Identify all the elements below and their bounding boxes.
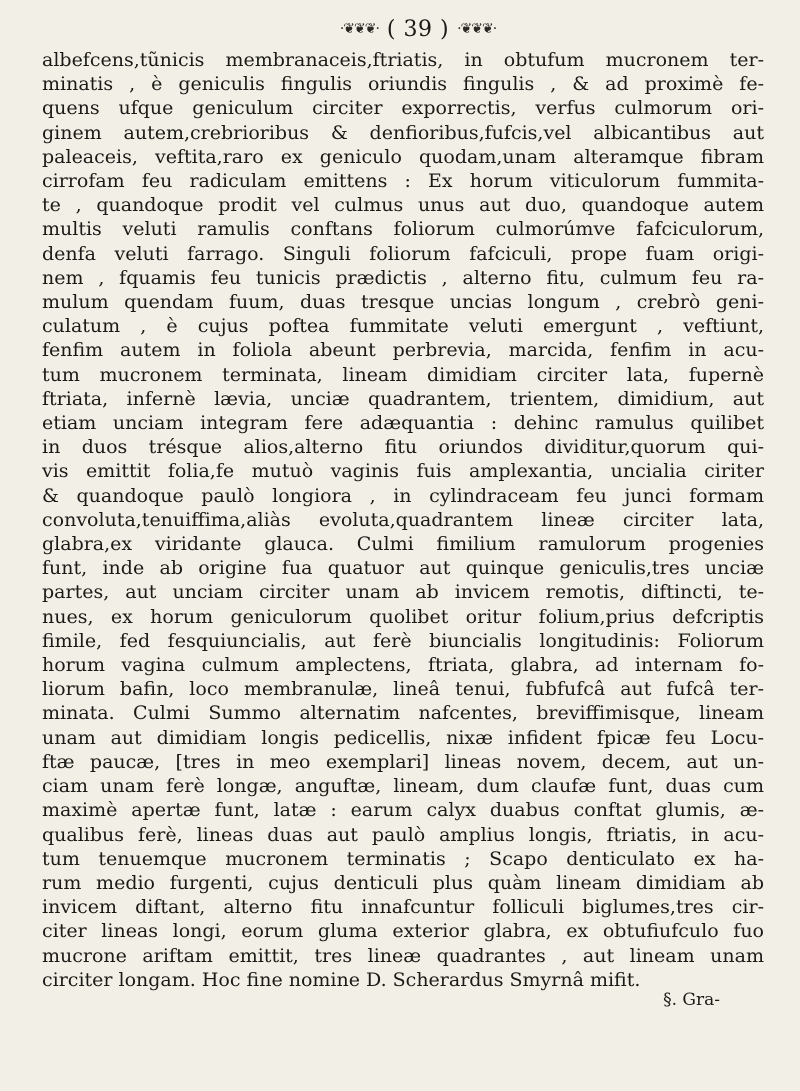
text-line: vis emittit folia,fe mutuò vaginis fuis amplexantia, uncialia ciriter xyxy=(42,460,764,483)
text-line: horum vagina culmum amplectens, ftriata, glabra, ad internam fo- xyxy=(42,654,764,677)
page-number: ( 39 ) xyxy=(386,16,450,42)
text-line: glabra,ex viridante glauca. Culmi fimilium ramulorum progenies xyxy=(42,533,764,556)
text-line: denfa veluti farrago. Singuli foliorum fafciculi, prope fuam origi- xyxy=(42,242,764,265)
text-line: citer lineas longi, eorum gluma exterior glabra, ex obtufiufculo fuo xyxy=(42,920,764,943)
text-line: mucrone ariftam emittit, tres lineæ quadrantes , aut lineam unam xyxy=(42,944,764,967)
text-line: & quandoque paulò longiora , in cylindraceam feu junci formam xyxy=(42,484,764,507)
text-line: circiter longam. Hoc fine nomine D. Scherardus Smyrnâ mifit. xyxy=(42,968,641,991)
text-line: unam aut dimidiam longis pedicellis, nixæ infident fpicæ feu Locu- xyxy=(42,726,764,749)
text-line: liorum bafin, loco membranulæ, lineâ tenui, fubfufcâ aut fufcâ ter- xyxy=(42,678,764,701)
text-line: convoluta,tenuiffima,aliàs evoluta,quadrantem lineæ circiter lata, xyxy=(42,508,764,531)
text-line: invicem diftant, alterno fitu innafcuntur folliculi biglumes,tres cir- xyxy=(42,896,764,919)
text-line: rum medio furgenti, cujus denticuli plus quàm lineam dimidiam ab xyxy=(42,871,764,894)
text-line: minatis , è geniculis fingulis oriundis fingulis , & ad proximè fe- xyxy=(42,73,764,96)
text-line: ciam unam ferè longæ, anguftæ, lineam, dum claufæ funt, duas cum xyxy=(42,775,764,798)
text-line: in duos trésque alios,alterno fitu oriundos dividitur,quorum qui- xyxy=(42,436,764,459)
ornament-left-icon: ·❦❦❦· xyxy=(339,21,379,37)
ornament-right-icon: ·❦❦❦· xyxy=(457,21,497,37)
text-line: ginem autem,crebrioribus & denfioribus,fufcis,vel albicantibus aut xyxy=(42,121,764,144)
catchword: §. Gra- xyxy=(663,989,720,1010)
text-line: nues, ex horum geniculorum quolibet oritur folium,prius defcriptis xyxy=(42,605,764,628)
text-line: qualibus ferè, lineas duas aut paulò amplius longis, ftriatis, in acu- xyxy=(42,823,764,846)
body-text xyxy=(42,48,764,992)
text-line: etiam unciam integram fere adæquantia : dehinc ramulus quilibet xyxy=(42,412,764,435)
text-line: maximè apertæ funt, latæ : earum calyx duabus conftat glumis, æ- xyxy=(42,799,764,822)
text-line: quens ufque geniculum circiter exporrectis, verfus culmorum ori- xyxy=(42,97,764,120)
text-line: tum tenuemque mucronem terminatis ; Scapo denticulato ex ha- xyxy=(42,847,764,870)
text-line: cirrofam feu radiculam emittens : Ex horum viticulorum fummita- xyxy=(42,170,764,193)
text-line: albefcens,tũnicis membranaceis,ftriatis, in obtufum mucronem ter- xyxy=(42,49,764,71)
text-line: minata. Culmi Summo alternatim nafcentes, breviffimisque, lineam xyxy=(42,702,764,725)
page-header xyxy=(72,12,764,46)
text-line: fenfim autem in foliola abeunt perbrevia, marcida, fenfim in acu- xyxy=(42,339,764,362)
text-line: nem , fquamis feu tunicis prædictis , alterno fitu, culmum feu ra- xyxy=(42,266,764,289)
text-line: ftæ paucæ, [tres in meo exemplari] lineas novem, decem, aut un- xyxy=(42,750,764,773)
text-line: funt, inde ab origine fua quatuor aut quinque geniculis,tres unciæ xyxy=(42,557,764,580)
text-line: multis veluti ramulis conftans foliorum culmorúmve fafciculorum, xyxy=(42,218,764,241)
text-line: tum mucronem terminata, lineam dimidiam circiter lata, fupernè xyxy=(42,363,764,386)
text-line: fimile, fed fesquiuncialis, aut ferè biuncialis longitudinis: Foliorum xyxy=(42,629,764,652)
text-line: mulum quendam fuum, duas tresque uncias longum , crebrò geni- xyxy=(42,291,764,314)
text-line: culatum , è cujus poftea fummitate veluti emergunt , veftiunt, xyxy=(42,315,764,338)
text-line: ftriata, infernè lævia, unciæ quadrantem, trientem, dimidium, aut xyxy=(42,387,764,410)
text-line: te , quandoque prodit vel culmus unus aut duo, quandoque autem xyxy=(42,194,764,217)
text-line: partes, aut unciam circiter unam ab invicem remotis, diftincti, te- xyxy=(42,581,764,604)
text-line: paleaceis, veftita,raro ex geniculo quodam,unam alteramque fibram xyxy=(42,145,764,168)
